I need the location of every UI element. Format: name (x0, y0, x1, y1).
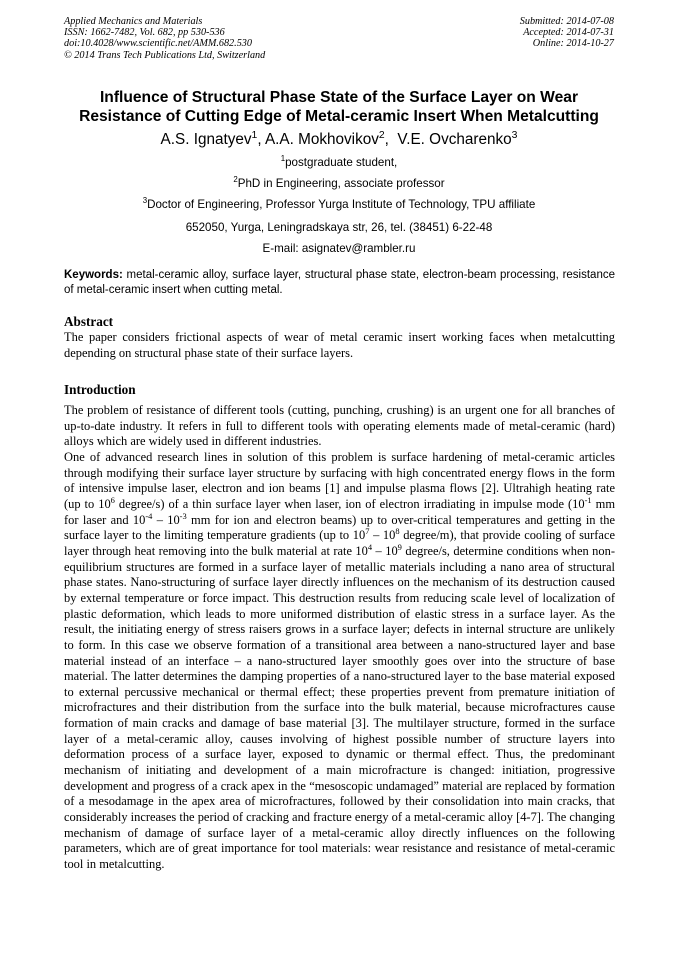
affiliation-text: postgraduate student, (285, 156, 398, 169)
affiliation-3 (40, 198, 638, 212)
text-run: degree/s, determine conditions when non-equilibrium structures are formed in a surface layer of metallic materials including a nano area of structural phase states. Nano-structuring of surface layer directly influences on the mechanism of its destruction caused by external temperature or force impact. This destruction results from reducing scale level of localization of plastic deformation, which leads to more uniformed distribution of elastic stress in a surface layer. As the result, the initiating energy of stress raisers grows in a surface layer; defects in internal structure are unlikely to form. In this case we observe formation of a transitional area between a nano-structured layer and base material instead of an interface – a nano-structured layer smoothly goes over into the structure of base material. The latter determines the damping properties of a nano-structured layer to the base material exposed to external percussive mechanical or thermal effect; these properties prevent from premature initiation of microfractures and their distribution from the surface into the bulk material, because microfractures cause formation of main cracks and damage of base material [3]. The multilayer structure, formed in the surface layer of a metal-ceramic alloy, causes involving of highest possible number of structure layers into deformation process of a surface layer, exposed to dynamic or thermal effect. Thus, the predominant mechanism of initiating and development of a main microfracture is changed: initiation, progressive development and progress of a crack apex in the “mesoscopic undamaged” material are replaced by formation of a mesodamage in the apex area of microfractures, followed by their consolidation into main cracks, that considerably increases the period of cracking and fracture energy of a metal-ceramic alloy [4-7]. The changing mechanism of damage of surface layer of a metal-ceramic alloy directly influences on the following parameters, which are of great importance for tool materials: wear resistance and resistance of metal-ceramic tool in metalcutting. (64, 543, 615, 872)
exponent: 6 (110, 494, 115, 505)
exponent: -1 (584, 494, 592, 505)
affiliation-1 (40, 156, 638, 170)
exponent: 4 (367, 541, 373, 552)
email: E-mail: asignatev@rambler.ru (262, 242, 416, 255)
text-run: degree/m), that provide cooling of surface layer through heat removing into the bulk material at rate 10 (64, 528, 615, 558)
text-run: – 10 (152, 512, 180, 527)
journal-info (64, 16, 265, 61)
intro-paragraph-1: The problem of resistance of different tools (cutting, punching, crushing) is an urgent one for all branches of up-to-date industry. It refers in full to different tools with operating elements made of metal-ceramic (hard) alloys which are widely used in different industries. (64, 403, 615, 449)
abstract-text (64, 330, 615, 361)
affiliation-text: Doctor of Engineering, Professor Yurga Institute of Technology, TPU affiliate (147, 198, 536, 211)
affiliation-sup: 3 (142, 196, 148, 206)
text-run: mm for laser and 10 (64, 496, 615, 527)
keywords-text: metal-ceramic alloy, surface layer, structural phase state, electron-beam processing, resistance of metal-ceramic insert when cutting metal. (64, 269, 615, 296)
author-sup: 3 (511, 129, 518, 141)
doi-line: doi:10.4028/www.scientific.net/AMM.682.530 (64, 38, 252, 50)
exponent: 9 (397, 541, 402, 552)
author-list (40, 130, 638, 150)
keywords (64, 268, 615, 298)
text-run: mm for ion and electron beams) up to over-critical temperatures and getting in the surface layer to the limiting temperature gradients (up to 10 (64, 512, 616, 543)
text-run: degree/s) of a thin surface layer when laser, ion of electron irradiating in impulse mode (10 (114, 496, 585, 511)
exponent: 8 (395, 526, 400, 537)
affiliation-sup: 2 (233, 175, 238, 185)
author-sup: 1 (251, 129, 258, 141)
title-line-1: Influence of Structural Phase State of the Surface Layer on Wear (99, 89, 579, 106)
address: 652050, Yurga, Leningradskaya str, 26, tel. (38451) 6-22-48 (185, 221, 493, 234)
exponent: 7 (365, 526, 370, 537)
exponent: -4 (145, 510, 153, 521)
author-name: V.E. Ovcharenko (397, 131, 512, 148)
affiliation-2 (40, 177, 638, 191)
affiliation-sup: 1 (280, 154, 286, 164)
paper-title (40, 88, 638, 126)
title-line-2: Resistance of Cutting Edge of Metal-ceramic Insert When Metalcutting (79, 108, 599, 125)
abstract-heading: Abstract (64, 314, 114, 329)
author-name: A.S. Ignatyev (160, 131, 252, 148)
author-name: A.A. Mokhovikov (264, 131, 379, 148)
introduction-heading: Introduction (64, 382, 136, 397)
author-separator: , (384, 131, 398, 148)
affiliation-text: PhD in Engineering, associate professor (237, 177, 445, 190)
keywords-label: Keywords: (64, 269, 123, 281)
abstract-paragraph: The paper considers frictional aspects of wear of metal ceramic insert working faces when metalcutting depending on structural phase state of their surface layers. (64, 330, 615, 360)
intro-paragraph-2 (64, 450, 615, 873)
author-sup: 2 (378, 129, 385, 141)
author-separator: , (257, 131, 265, 148)
introduction-body (64, 403, 615, 873)
journal-name: Applied Mechanics and Materials (64, 16, 203, 27)
text-run: One of advanced research lines in solution of this problem is surface hardening of metal-ceramic articles through modifying their surface layer structure by surfacing with high concentrated energy flows in the form of intensive impulse laser, electron and ion beams [1] and impulse plasma flows [2]. Ultrahigh heating rate (up to 10 (64, 449, 615, 511)
accepted-date: Accepted: 2014-07-31 (523, 27, 614, 39)
submission-dates (520, 16, 614, 50)
online-date: Online: 2014-10-27 (532, 38, 614, 50)
text-run: – 10 (369, 528, 396, 543)
text-run: – 10 (372, 543, 398, 558)
exponent: -3 (179, 510, 187, 521)
issn-line: ISSN: 1662-7482, Vol. 682, pp 530-536 (64, 27, 225, 39)
submitted-date: Submitted: 2014-07-08 (519, 16, 614, 27)
copyright-line: © 2014 Trans Tech Publications Ltd, Switzerland (64, 49, 266, 61)
